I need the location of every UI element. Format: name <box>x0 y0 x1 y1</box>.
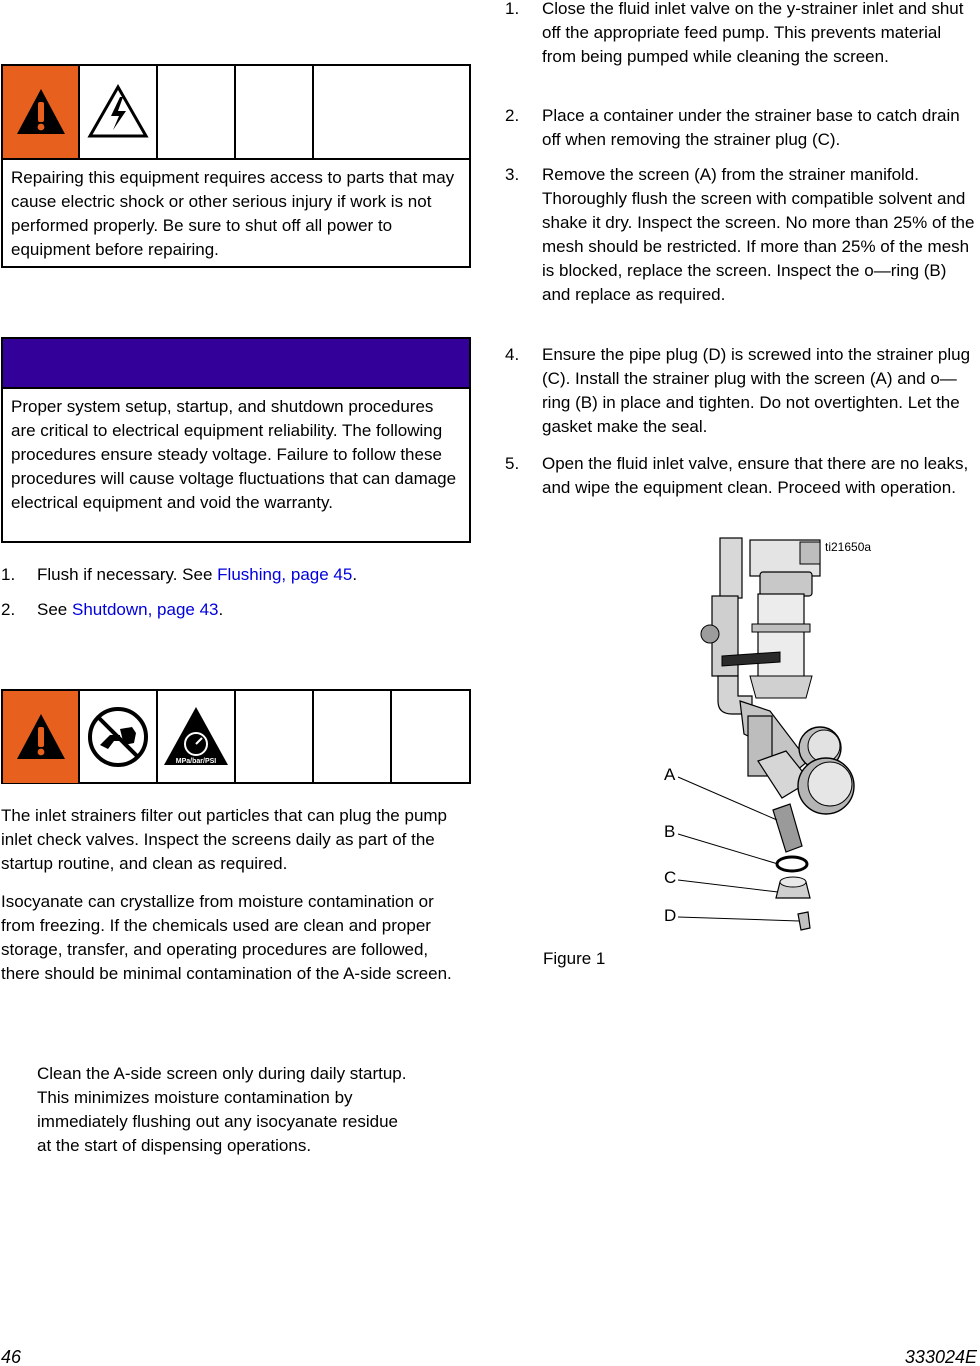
left-step-2 <box>1 598 471 622</box>
empty-icon-cell <box>236 691 314 783</box>
empty-icon-cell <box>158 66 236 158</box>
pressure-units-label: MPa/bar/PSI <box>175 758 217 765</box>
step-number: 1. <box>505 0 520 18</box>
step-text: Remove the screen (A) from the strainer manifold. Thoroughly flush the screen with compatible solvent and shake it dry. Inspect the screen. No more than 25% of the mesh should be restricted. If more than 25% of the mesh is blocked, replace the screen. Inspect the o—ring (B) and replace as required. <box>542 165 975 304</box>
step-suffix: . <box>218 600 224 619</box>
no-hand-near-gun-icon <box>80 691 158 783</box>
step-text: Place a container under the strainer base to catch drain off when removing the strainer plug (C). <box>542 106 960 149</box>
empty-icon-cell <box>392 691 469 783</box>
pressure-warning-box <box>1 689 471 784</box>
step-number: 2. <box>505 106 520 125</box>
document-number: 333024E <box>904 1347 977 1366</box>
strainer-figure <box>640 536 880 936</box>
figure-caption: Figure 1 <box>543 949 606 968</box>
step-number: 1. <box>1 565 16 584</box>
electric-warning-box <box>1 64 471 268</box>
step-text <box>37 563 357 587</box>
paragraph-inlet-strainers: The inlet strainers filter out particles that can plug the pump inlet check valves. Inspect the screens daily as part of the startup routine, and clean as required. <box>1 806 448 873</box>
step-suffix: . <box>352 565 358 584</box>
shutdown-link[interactable]: Shutdown, page 43 <box>71 600 219 619</box>
electric-shock-icon <box>80 66 158 158</box>
step-prefix: Flush if necessary. See <box>37 565 218 584</box>
step-number: 4. <box>505 345 520 364</box>
left-step-1 <box>1 563 471 587</box>
empty-icon-cell <box>236 66 314 158</box>
step-number: 2. <box>1 600 16 619</box>
callout-a: A <box>664 765 676 784</box>
electric-warning-text: Repairing this equipment requires access to parts that may cause electric shock or other serious injury if work is not performed properly. Be sure to shut off all power to equipment before repairing. <box>3 158 469 266</box>
step-text: Close the fluid inlet valve on the y-strainer inlet and shut off the appropriate feed pump. This prevents material from being pumped while cleaning the screen. <box>542 0 964 66</box>
paragraph-isocyanate: Isocyanate can crystallize from moisture contamination or from freezing. If the chemicals used are clean and proper storage, transfer, and operating procedures are followed, there should be minimal contamination of the A-side screen. <box>1 892 452 983</box>
warning-triangle-icon <box>3 66 80 158</box>
step-number: 3. <box>505 165 520 184</box>
empty-icon-cell <box>314 66 469 158</box>
step-text <box>37 598 223 622</box>
step-text: Ensure the pipe plug (D) is screwed into the strainer plug (C). Install the strainer plug with the screen (A) and o—ring (B) in place and tighten. Do not overtighten. Let the gasket make the seal. <box>542 345 971 436</box>
pressure-relief-icon <box>158 691 236 783</box>
notice-box <box>1 337 471 543</box>
step-number: 5. <box>505 454 520 473</box>
note-text: Clean the A-side screen only during daily startup. This minimizes moisture contamination by immediately flushing out any isocyanate residue at the start of dispensing operations. <box>37 1064 407 1155</box>
warning-triangle-icon <box>3 691 80 783</box>
flushing-link[interactable]: Flushing, page 45 <box>217 565 353 584</box>
callout-b: B <box>664 822 676 841</box>
notice-header <box>3 339 469 389</box>
step-prefix: See <box>37 600 72 619</box>
callout-d: D <box>664 906 677 925</box>
callout-c: C <box>664 868 677 887</box>
notice-text: Proper system setup, startup, and shutdown procedures are critical to electrical equipment reliability. The following procedures ensure steady voltage. Failure to follow these procedures will cause voltage fluctuations that can damage electrical equipment and void the warranty. <box>11 397 457 512</box>
empty-icon-cell <box>314 691 392 783</box>
step-text: Open the fluid inlet valve, ensure that there are no leaks, and wipe the equipment clean. Proceed with operation. <box>542 454 969 497</box>
figure-id-label: ti21650a <box>825 540 872 554</box>
page-number: 46 <box>1 1347 22 1366</box>
